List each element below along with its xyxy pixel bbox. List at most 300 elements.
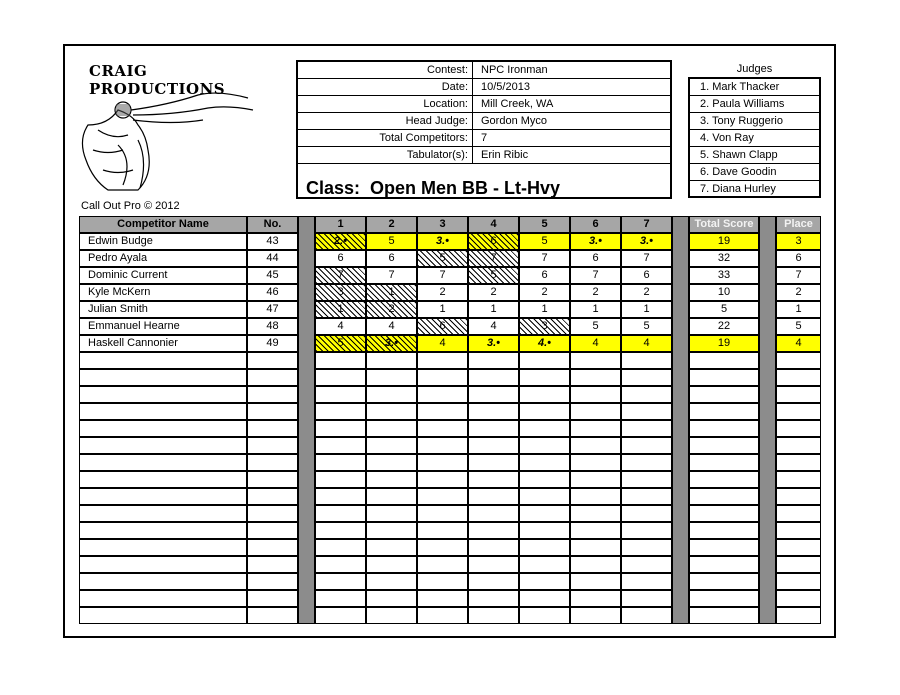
judge-score-cell (570, 352, 621, 369)
judge-score-cell (366, 488, 417, 505)
judge-score-cell (468, 369, 519, 386)
judge-score-cell (417, 590, 468, 607)
judge-item: 1. Mark Thacker (690, 79, 819, 96)
judge-score-cell: 6 (570, 250, 621, 267)
judge-score-cell (417, 573, 468, 590)
judge-score-cell (621, 522, 672, 539)
judge-score-cell (570, 607, 621, 624)
competitor-number-cell (247, 505, 298, 522)
judge-score-cell: 3.• (417, 233, 468, 250)
judge-score-cell (519, 386, 570, 403)
header-judge-7: 7 (621, 216, 672, 233)
judge-score-cell (468, 556, 519, 573)
judge-score-cell (519, 403, 570, 420)
judge-score-cell (519, 505, 570, 522)
judge-score-cell (315, 454, 366, 471)
place-cell (776, 352, 821, 369)
class-label: Class: (306, 178, 361, 198)
total-score-cell (689, 607, 759, 624)
competitor-name-cell (79, 403, 247, 420)
header-place: Place (776, 216, 821, 233)
competitor-name-cell (79, 556, 247, 573)
judge-score-cell (417, 471, 468, 488)
judge-score-cell: 1 (315, 301, 366, 318)
place-cell (776, 590, 821, 607)
copyright-text: Call Out Pro © 2012 (81, 200, 180, 212)
judge-score-cell: 4 (417, 335, 468, 352)
judge-score-cell (570, 556, 621, 573)
total-competitors-row (298, 130, 670, 147)
contest-label: Contest: (427, 64, 468, 76)
judges-title: Judges (736, 63, 773, 75)
judge-score-cell: 6 (315, 250, 366, 267)
judge-score-cell: 5 (519, 233, 570, 250)
judge-score-cell: 6 (468, 233, 519, 250)
competitor-name-cell (79, 352, 247, 369)
header-judge-3: 3 (417, 216, 468, 233)
judge-score-cell (519, 539, 570, 556)
total-score-cell: 32 (689, 250, 759, 267)
judge-score-cell: 6 (621, 267, 672, 284)
judge-score-cell (315, 403, 366, 420)
total-score-cell (689, 505, 759, 522)
judge-score-cell (366, 352, 417, 369)
logo-line-1: CRAIG (89, 62, 148, 80)
judge-score-cell (621, 488, 672, 505)
competitor-number-cell: 47 (247, 301, 298, 318)
total-score-cell (689, 522, 759, 539)
judge-score-cell (417, 556, 468, 573)
date-label: Date: (441, 81, 468, 93)
competitor-number-cell: 43 (247, 233, 298, 250)
judge-score-cell (570, 403, 621, 420)
judge-score-cell (468, 437, 519, 454)
total-score-cell (689, 437, 759, 454)
judge-score-cell (468, 488, 519, 505)
judge-score-cell (468, 454, 519, 471)
judge-score-cell: 3 (519, 318, 570, 335)
judge-score-cell: 1 (417, 301, 468, 318)
judge-score-cell (570, 488, 621, 505)
competitor-name-cell (79, 369, 247, 386)
judge-score-cell: 7 (315, 267, 366, 284)
competitor-name-cell (79, 471, 247, 488)
judge-score-cell: 4 (366, 318, 417, 335)
judge-score-cell: 1 (621, 301, 672, 318)
competitor-number-cell (247, 607, 298, 624)
place-cell (776, 454, 821, 471)
judge-score-cell (366, 437, 417, 454)
competitor-number-cell (247, 539, 298, 556)
judge-score-cell (468, 403, 519, 420)
judge-score-cell (468, 386, 519, 403)
total-score-cell: 33 (689, 267, 759, 284)
judge-score-cell: 4 (315, 318, 366, 335)
judge-score-cell: 3.• (621, 233, 672, 250)
competitor-number-cell (247, 522, 298, 539)
judge-score-cell (315, 607, 366, 624)
judge-score-cell (417, 488, 468, 505)
judge-score-cell: 1 (366, 284, 417, 301)
location-value: Mill Creek, WA (472, 96, 670, 112)
judge-score-cell: 5 (468, 267, 519, 284)
competitor-name-cell (79, 488, 247, 505)
judge-score-cell: 2 (570, 284, 621, 301)
judges-list (688, 77, 821, 198)
judge-score-cell (315, 590, 366, 607)
judge-score-cell: 3.• (366, 335, 417, 352)
judge-score-cell (366, 607, 417, 624)
judge-score-cell (315, 573, 366, 590)
judge-score-cell (366, 505, 417, 522)
judge-score-cell: 2.• (315, 233, 366, 250)
total-score-cell (689, 403, 759, 420)
place-cell: 5 (776, 318, 821, 335)
judge-score-cell (621, 539, 672, 556)
competitor-name-cell (79, 590, 247, 607)
place-cell (776, 437, 821, 454)
competitor-name-cell: Pedro Ayala (79, 250, 247, 267)
judge-score-cell: 2 (366, 301, 417, 318)
judge-score-cell (621, 471, 672, 488)
judge-score-cell (570, 522, 621, 539)
competitor-number-cell: 49 (247, 335, 298, 352)
judge-score-cell (519, 590, 570, 607)
judge-score-cell (621, 420, 672, 437)
judge-score-cell (519, 454, 570, 471)
judge-score-cell: 5 (570, 318, 621, 335)
competitor-name-cell (79, 607, 247, 624)
judge-score-cell (417, 505, 468, 522)
header-judge-6: 6 (570, 216, 621, 233)
judge-score-cell (366, 471, 417, 488)
judge-score-cell (417, 522, 468, 539)
total-score-cell (689, 539, 759, 556)
judge-score-cell (417, 607, 468, 624)
judge-item: 4. Von Ray (690, 130, 819, 147)
judge-score-cell: 1 (570, 301, 621, 318)
total-score-cell (689, 352, 759, 369)
total-score-cell: 5 (689, 301, 759, 318)
judge-score-cell (315, 352, 366, 369)
judge-score-cell (519, 471, 570, 488)
judge-score-cell: 3 (315, 284, 366, 301)
competitor-number-cell (247, 352, 298, 369)
judge-score-cell: 6 (519, 267, 570, 284)
total-score-cell: 19 (689, 233, 759, 250)
place-cell (776, 369, 821, 386)
place-cell (776, 539, 821, 556)
competitor-name-cell (79, 437, 247, 454)
place-cell (776, 471, 821, 488)
judge-score-cell (417, 420, 468, 437)
place-cell (776, 488, 821, 505)
judge-score-cell (366, 590, 417, 607)
column-separator (759, 216, 776, 624)
competitor-name-cell: Julian Smith (79, 301, 247, 318)
judge-score-cell (621, 369, 672, 386)
place-cell (776, 556, 821, 573)
judge-score-cell (519, 437, 570, 454)
judge-score-cell: 2 (417, 284, 468, 301)
competitor-number-cell (247, 369, 298, 386)
judge-score-cell: 7 (570, 267, 621, 284)
total-score-cell (689, 420, 759, 437)
judge-score-cell (570, 420, 621, 437)
judge-score-cell: 7 (417, 267, 468, 284)
place-cell (776, 403, 821, 420)
judge-score-cell (519, 488, 570, 505)
judge-score-cell (621, 590, 672, 607)
judge-score-cell (315, 369, 366, 386)
place-cell (776, 505, 821, 522)
judge-score-cell: 5 (621, 318, 672, 335)
total-score-cell (689, 590, 759, 607)
column-separator (672, 216, 689, 624)
bodybuilder-logo-icon (78, 90, 258, 200)
competitor-name-cell (79, 539, 247, 556)
judge-score-cell (570, 590, 621, 607)
column-separator (298, 216, 315, 624)
judge-score-cell (366, 403, 417, 420)
judge-score-cell (570, 437, 621, 454)
judge-score-cell (468, 352, 519, 369)
judge-score-cell (519, 369, 570, 386)
judge-score-cell (621, 454, 672, 471)
judge-score-cell: 3.• (468, 335, 519, 352)
competitor-name-cell: Haskell Cannonier (79, 335, 247, 352)
judge-item: 3. Tony Ruggerio (690, 113, 819, 130)
date-value: 10/5/2013 (472, 79, 670, 95)
competitor-number-cell (247, 454, 298, 471)
competitor-number-cell (247, 403, 298, 420)
header-total-score: Total Score (689, 216, 759, 233)
total-score-cell (689, 556, 759, 573)
judge-score-cell (315, 471, 366, 488)
judge-score-cell: 2 (519, 284, 570, 301)
judge-score-cell (621, 556, 672, 573)
judge-score-cell (570, 386, 621, 403)
judge-score-cell (417, 454, 468, 471)
competitor-name-cell: Edwin Budge (79, 233, 247, 250)
judge-score-cell (366, 539, 417, 556)
date-row (298, 79, 670, 96)
judge-score-cell (570, 573, 621, 590)
place-cell: 6 (776, 250, 821, 267)
judge-score-cell (468, 471, 519, 488)
judge-item: 2. Paula Williams (690, 96, 819, 113)
competitor-name-cell (79, 420, 247, 437)
judge-score-cell: 2 (621, 284, 672, 301)
competitor-number-cell (247, 420, 298, 437)
judge-score-cell: 5 (315, 335, 366, 352)
competitor-number-cell: 44 (247, 250, 298, 267)
total-score-cell: 10 (689, 284, 759, 301)
competitor-name-cell: Emmanuel Hearne (79, 318, 247, 335)
total-score-cell (689, 573, 759, 590)
place-cell: 7 (776, 267, 821, 284)
judge-score-cell (315, 437, 366, 454)
judge-score-cell (417, 437, 468, 454)
judge-score-cell (315, 522, 366, 539)
judge-score-cell (519, 556, 570, 573)
judge-score-cell (570, 471, 621, 488)
judge-score-cell: 5 (417, 250, 468, 267)
judge-score-cell: 5 (366, 233, 417, 250)
judge-score-cell (366, 454, 417, 471)
total-score-cell (689, 471, 759, 488)
competitor-name-cell (79, 386, 247, 403)
judge-score-cell (315, 488, 366, 505)
judge-score-cell: 7 (519, 250, 570, 267)
class-value: Open Men BB - Lt-Hvy (370, 178, 561, 198)
competitor-name-cell (79, 505, 247, 522)
contest-row (298, 62, 670, 79)
total-score-cell (689, 369, 759, 386)
judge-score-cell: 1 (519, 301, 570, 318)
judge-score-cell (315, 539, 366, 556)
judge-score-cell (468, 505, 519, 522)
judge-item: 7. Diana Hurley (700, 183, 776, 195)
judge-score-cell (468, 420, 519, 437)
total-score-cell (689, 386, 759, 403)
total-score-cell (689, 454, 759, 471)
judge-score-cell: 4 (621, 335, 672, 352)
judge-score-cell (366, 420, 417, 437)
head-judge-row (298, 113, 670, 130)
judge-score-cell: 6 (417, 318, 468, 335)
judge-score-cell (315, 420, 366, 437)
judge-score-cell (621, 437, 672, 454)
head-judge-value: Gordon Myco (472, 113, 670, 129)
contest-info-box (296, 60, 672, 199)
judge-score-cell (417, 403, 468, 420)
header-judge-5: 5 (519, 216, 570, 233)
judge-score-cell (468, 522, 519, 539)
judge-score-cell (570, 505, 621, 522)
judge-score-cell (468, 539, 519, 556)
judge-score-cell (621, 505, 672, 522)
judge-score-cell (315, 386, 366, 403)
judge-score-cell (621, 352, 672, 369)
total-score-cell: 22 (689, 318, 759, 335)
logo-line-2: PRODUCTIONS (89, 80, 226, 98)
competitor-name-cell: Kyle McKern (79, 284, 247, 301)
judge-score-cell: 4.• (519, 335, 570, 352)
judge-score-cell (519, 573, 570, 590)
judge-score-cell (519, 352, 570, 369)
judge-score-cell (315, 505, 366, 522)
judge-score-cell (366, 573, 417, 590)
header-judge-1: 1 (315, 216, 366, 233)
judge-score-cell (570, 454, 621, 471)
judge-score-cell (468, 607, 519, 624)
judge-score-cell (570, 539, 621, 556)
place-cell (776, 420, 821, 437)
location-row (298, 96, 670, 113)
location-label: Location: (423, 98, 468, 110)
judge-item: 5. Shawn Clapp (690, 147, 819, 164)
competitor-number-cell (247, 386, 298, 403)
total-competitors-value: 7 (472, 130, 670, 146)
judge-score-cell (366, 386, 417, 403)
judge-score-cell: 7 (621, 250, 672, 267)
judge-score-cell (621, 403, 672, 420)
place-cell (776, 386, 821, 403)
tabulator-value: Erin Ribic (472, 147, 670, 163)
judge-score-cell (417, 352, 468, 369)
competitor-name-cell (79, 573, 247, 590)
place-cell (776, 573, 821, 590)
competitor-name-cell: Dominic Current (79, 267, 247, 284)
contest-value: NPC Ironman (472, 62, 670, 78)
judge-score-cell (519, 420, 570, 437)
competitor-name-cell (79, 522, 247, 539)
judge-score-cell: 4 (570, 335, 621, 352)
judge-score-cell (519, 522, 570, 539)
place-cell (776, 607, 821, 624)
tabulator-label: Tabulator(s): (406, 149, 468, 161)
judge-score-cell (417, 386, 468, 403)
place-cell: 2 (776, 284, 821, 301)
total-score-cell: 19 (689, 335, 759, 352)
judge-score-cell (468, 590, 519, 607)
judge-score-cell: 6 (366, 250, 417, 267)
place-cell: 3 (776, 233, 821, 250)
judge-score-cell (468, 573, 519, 590)
judge-score-cell (417, 539, 468, 556)
judge-score-cell (621, 386, 672, 403)
header-judge-4: 4 (468, 216, 519, 233)
competitor-number-cell (247, 488, 298, 505)
judge-score-cell: 7 (468, 250, 519, 267)
place-cell (776, 522, 821, 539)
header-number: No. (247, 216, 298, 233)
judge-score-cell (621, 607, 672, 624)
place-cell: 1 (776, 301, 821, 318)
judge-score-cell (417, 369, 468, 386)
judge-item: 6. Dave Goodin (690, 164, 819, 181)
competitor-number-cell: 45 (247, 267, 298, 284)
place-cell: 4 (776, 335, 821, 352)
judge-score-cell (366, 556, 417, 573)
total-competitors-label: Total Competitors: (379, 132, 468, 144)
competitor-number-cell: 46 (247, 284, 298, 301)
judge-score-cell: 1 (468, 301, 519, 318)
competitor-number-cell: 48 (247, 318, 298, 335)
class-line (306, 178, 560, 199)
competitor-number-cell (247, 556, 298, 573)
judge-score-cell (366, 369, 417, 386)
competitor-number-cell (247, 437, 298, 454)
head-judge-label: Head Judge: (405, 115, 468, 127)
judge-score-cell (570, 369, 621, 386)
judge-score-cell (315, 556, 366, 573)
competitor-name-cell (79, 454, 247, 471)
judge-score-cell: 4 (468, 318, 519, 335)
competitor-number-cell (247, 471, 298, 488)
competitor-number-cell (247, 573, 298, 590)
judge-score-cell: 3.• (570, 233, 621, 250)
judge-score-cell: 2 (468, 284, 519, 301)
competitor-number-cell (247, 590, 298, 607)
judge-score-cell: 7 (366, 267, 417, 284)
total-score-cell (689, 488, 759, 505)
judge-score-cell (366, 522, 417, 539)
judge-score-cell (621, 573, 672, 590)
header-judge-2: 2 (366, 216, 417, 233)
judge-score-cell (519, 607, 570, 624)
